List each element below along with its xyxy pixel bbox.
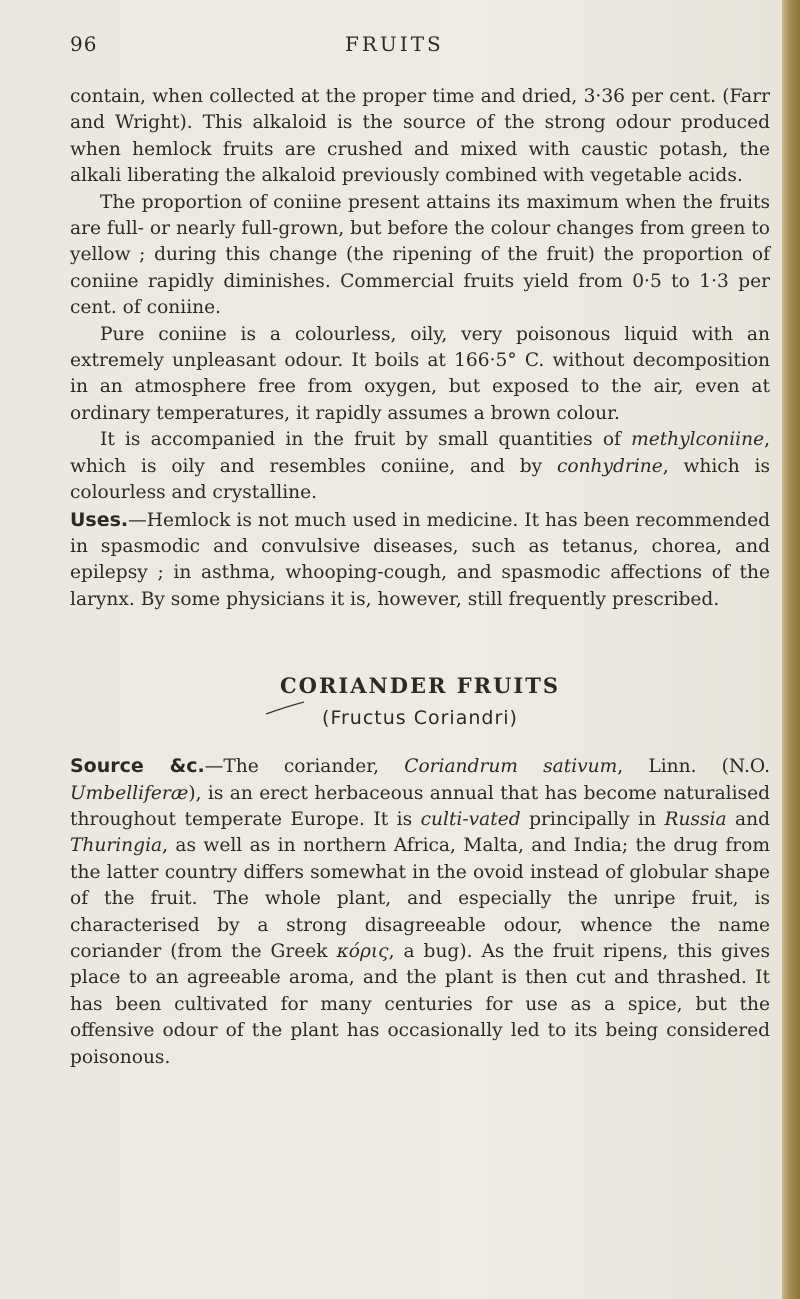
term-thuringia: Thuringia bbox=[70, 835, 163, 857]
running-head bbox=[70, 32, 760, 62]
source-heading: Source &c. bbox=[70, 755, 205, 778]
term-cultivated: culti-vated bbox=[420, 808, 521, 830]
uses-heading: Uses. bbox=[70, 508, 129, 531]
text-run: —The coriander, bbox=[204, 756, 405, 778]
paragraph-coniine-proportion: The proportion of coniine present attains its maximum when the fruits are full- or nearly full-grown, but before the colour changes from green to yellow ; during this change (the ripening of the fruit) the proportion of coniine rapidly diminishes. Commercial fruits yield from 0·5 to 1·3 per cent. of coniine. bbox=[70, 191, 770, 319]
paragraph-uses bbox=[70, 507, 770, 614]
text-run: It is accompanied in the fruit by small quantities of bbox=[100, 429, 632, 451]
text-run: and bbox=[726, 808, 770, 830]
term-methylconiine: methylconiine bbox=[631, 429, 765, 451]
text-run: principally in bbox=[520, 808, 665, 830]
term-umbelliferae: Umbelliferæ bbox=[70, 782, 189, 804]
paragraph-accompanying-alkaloids bbox=[70, 427, 770, 506]
text-run: , as well as in northern Africa, Malta, and India; the drug from the latter country differs somewhat in the ovoid instead of globular shape of the fruit. The whole plant, and especially the unripe fruit, is characterised by a strong disagreeable odour, whence the name coriander (from the Greek bbox=[70, 835, 770, 962]
section-title-block bbox=[70, 673, 770, 707]
page-edge bbox=[782, 0, 800, 1299]
text-run: , a bug). As the fruit ripens, this gives place to an agreeable aroma, and the plant is then cut and thrashed. It has been cultivated for many centuries for use as a spice, but the offensive odour of the plant has occasionally led to its being considered poisonous. bbox=[70, 940, 770, 1068]
text-run: , which is oily and resembles coniine, and by bbox=[70, 429, 770, 477]
page-number: 96 bbox=[70, 32, 98, 56]
term-conhydrine: conhydrine bbox=[556, 455, 663, 477]
page-body bbox=[70, 84, 770, 1071]
text-run: , Linn. (N.O. bbox=[617, 756, 770, 778]
section-subtitle: (Fructus Coriandri) bbox=[322, 707, 518, 730]
uses-text: —Hemlock is not much used in medicine. It has been recommended in spasmodic and convulsive diseases, such as tetanus, chorea, and epilepsy ; in asthma, whooping-cough, and spasmodic affections of the larynx. By some physicians it is, however, still frequently prescribed. bbox=[70, 509, 770, 610]
section-subtitle-block bbox=[70, 707, 770, 747]
text-run: ), is an erect herbaceous annual that has become naturalised throughout temperate Europe. It is bbox=[70, 782, 770, 830]
term-coriandrum-sativum: Coriandrum sativum bbox=[404, 756, 618, 778]
paragraph-source bbox=[70, 753, 770, 1071]
text-run: , which is colourless and crystalline. bbox=[70, 455, 770, 504]
term-russia: Russia bbox=[664, 808, 727, 830]
section-title: CORIANDER FRUITS bbox=[279, 673, 561, 699]
running-title: FRUITS bbox=[345, 32, 444, 56]
paragraph-pure-coniine: Pure coniine is a colourless, oily, very poisonous liquid with an extremely unpleasant odour. It boils at 166·5° C. without decomposition in an atmosphere free from oxygen, but exposed to the air, even at ordinary temperatures, it rapidly assumes a brown colour. bbox=[70, 323, 770, 424]
paragraph-continuation: contain, when collected at the proper time and dried, 3·36 per cent. (Farr and Wright). This alkaloid is the source of the strong odour produced when hemlock fruits are crushed and mixed with caustic potash, the alkali liberating the alkaloid previously combined with vegetable acids. bbox=[70, 86, 770, 187]
greek-word: κόρις bbox=[336, 940, 389, 962]
pen-stroke-mark bbox=[265, 701, 305, 715]
